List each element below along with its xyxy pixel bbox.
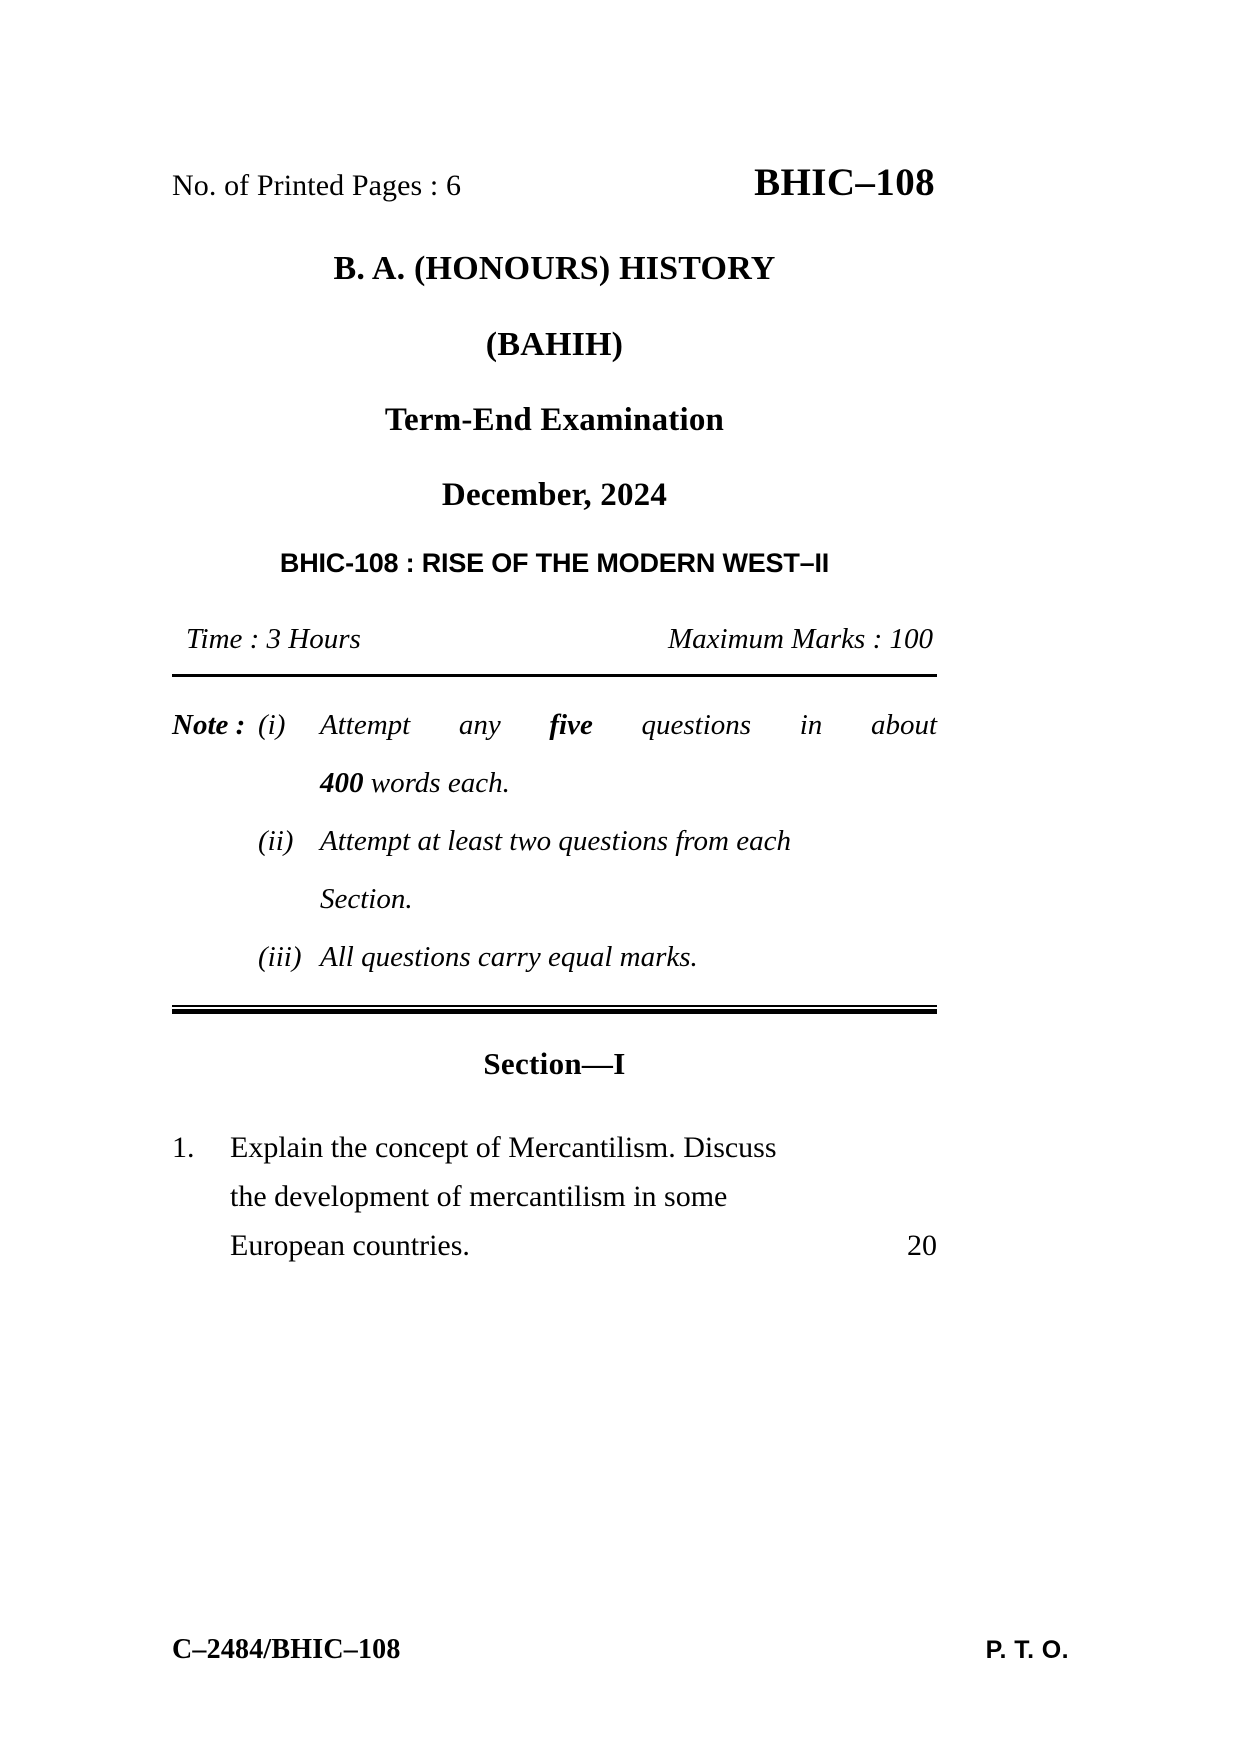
note-item-i-cont	[172, 761, 937, 805]
note-item-ii-cont	[172, 877, 937, 921]
note-item-iii-number: (iii)	[258, 941, 302, 974]
header-divider	[172, 674, 937, 677]
title-block	[172, 252, 937, 512]
note-i-seg1: Attempt any	[320, 709, 550, 741]
section-divider-thin-rule	[172, 1005, 937, 1007]
question-1-line3: European countries.	[230, 1228, 470, 1262]
note-item-ii-number: (ii)	[258, 825, 294, 858]
exam-info-row	[172, 623, 937, 656]
question-1-lastline	[230, 1222, 937, 1271]
section-heading: Section—I	[483, 1046, 626, 1082]
question-1-body	[230, 1124, 937, 1270]
note-item-i-number: (i)	[258, 709, 286, 741]
question-1	[172, 1124, 937, 1270]
note-i-seg5: words each.	[363, 767, 510, 800]
footer-pto-label: P. T. O.	[985, 1636, 1069, 1664]
programme-title: B. A. (HONOURS) HISTORY	[333, 250, 776, 287]
note-item-ii-line2: Section.	[320, 883, 413, 916]
exam-max-marks: Maximum Marks : 100	[668, 623, 933, 655]
footer-paper-code: C–2484/BHIC–108	[172, 1634, 401, 1665]
note-item-ii-line1: Attempt at least two questions from each	[320, 825, 791, 858]
section-divider	[172, 1005, 937, 1014]
page-content	[172, 160, 937, 1270]
note-i-seg3: questions in about	[592, 709, 937, 741]
question-1-line2: the development of mercantilism in some	[230, 1179, 728, 1213]
subject-title: BHIC-108 : RISE OF THE MODERN WEST–II	[279, 548, 830, 578]
note-item-i	[172, 703, 937, 747]
exam-session-title: December, 2024	[441, 477, 668, 513]
page-header	[172, 160, 937, 218]
note-item-i-line2	[320, 761, 937, 805]
page-footer	[172, 1634, 1069, 1666]
note-item-i-line1	[320, 703, 937, 747]
printed-pages-label: No. of Printed Pages : 6	[172, 169, 462, 202]
programme-code-title: (BAHIH)	[485, 326, 624, 363]
question-1-number: 1.	[172, 1131, 195, 1165]
question-1-marks: 20	[907, 1228, 937, 1262]
question-1-line1: Explain the concept of Mercantilism. Discuss	[230, 1131, 777, 1165]
exam-time: Time : 3 Hours	[186, 623, 361, 655]
note-i-seg4: 400	[320, 767, 364, 800]
note-i-seg2: five	[549, 709, 593, 741]
section-divider-thick-rule	[172, 1009, 937, 1014]
paper-code-label: BHIC–108	[754, 161, 935, 204]
note-block	[172, 703, 937, 979]
note-item-iii-line1: All questions carry equal marks.	[320, 941, 698, 974]
question-1-row	[172, 1124, 937, 1270]
note-item-ii	[172, 819, 937, 863]
exam-type-title: Term-End Examination	[384, 402, 725, 438]
note-label: Note :	[172, 709, 246, 741]
note-item-iii	[172, 935, 937, 979]
